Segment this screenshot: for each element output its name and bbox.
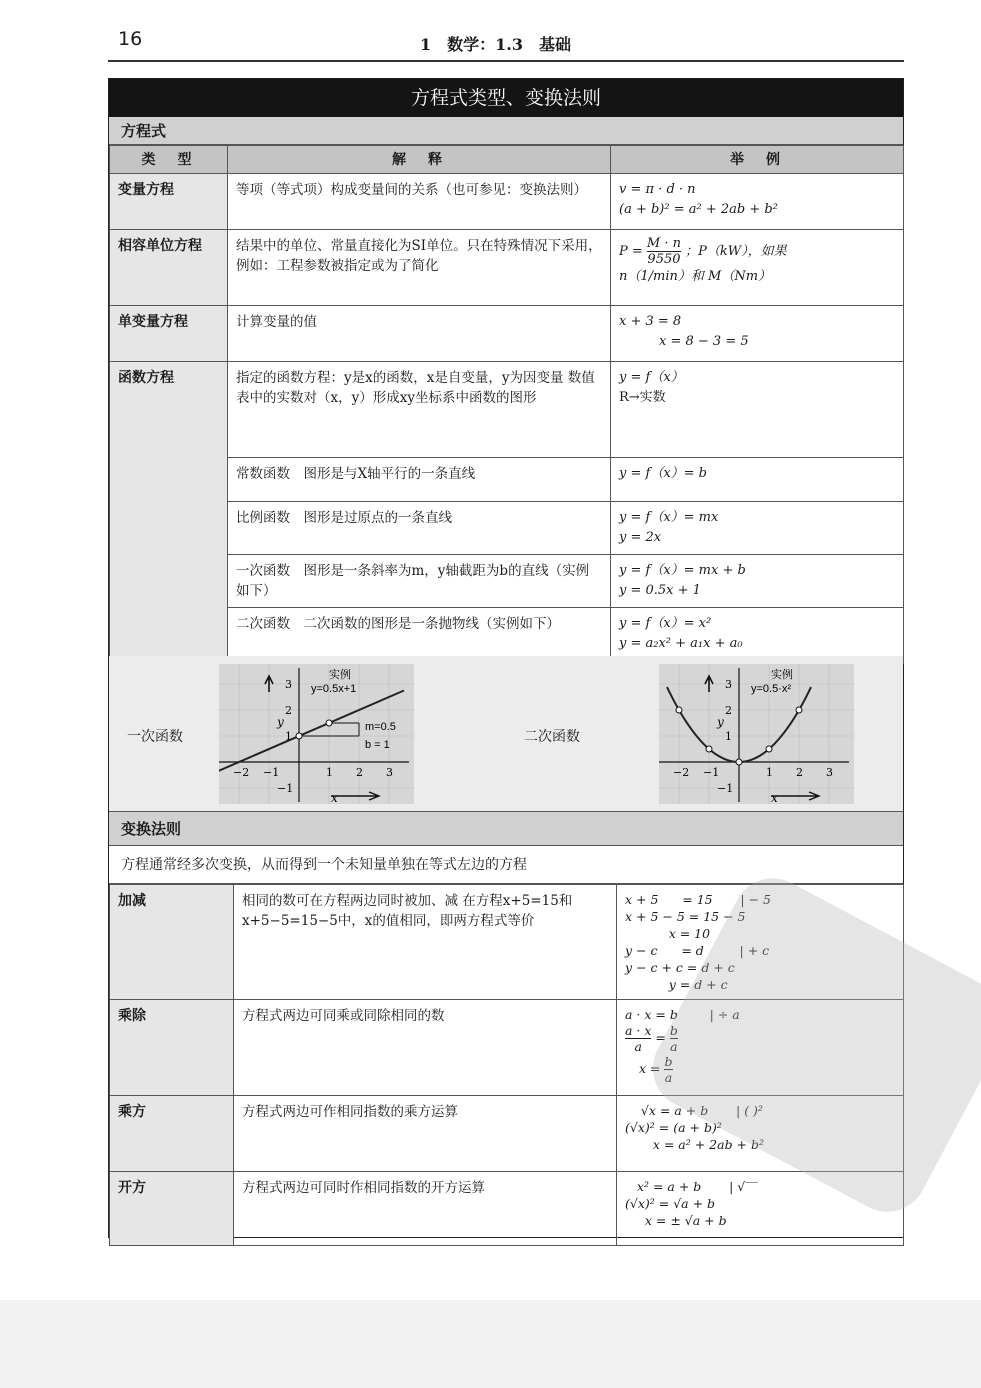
x-tick-label: 3 [386,766,393,779]
row-example [611,502,904,555]
y-tick-label: 2 [285,704,292,717]
row-type: 变量方程 [110,174,228,230]
row-explanation: 比例函数 图形是过原点的一条直线 [228,502,611,555]
header-rule [108,60,904,62]
row-explanation: 计算变量的值 [228,306,611,362]
denominator: a [664,1070,673,1085]
example-line: y = f（x）= mx [619,510,719,525]
linear-point [326,720,332,726]
y-tick-label: 1 [725,730,732,743]
example-line: y = 0.5x + 1 [619,583,701,598]
example-line: x = 8 − 3 = 5 [659,334,749,349]
table-row [110,306,904,362]
row-example [611,230,904,306]
example-line: y = a₂x² + a₁x + a₀ [619,636,743,651]
example-line: a · x = b | ÷ a [625,1007,740,1022]
row-example [611,174,904,230]
x-tick-label: 2 [356,766,363,779]
rule-example-text: √x = a + b | ( )² (√x)² = (a + b)² x = a² + 2ab + b² [625,1103,765,1152]
example-line: y = 2x [619,530,662,545]
table-row [110,174,904,230]
y-axis-label: y [717,715,724,729]
equation-types-table [109,145,904,664]
table-row [110,502,904,555]
formula-lhs: P = [619,244,643,259]
y-tick-label: 3 [285,678,292,691]
y-tick-label: 3 [725,678,732,691]
row-example [611,362,904,458]
y-tick-label: 2 [725,704,732,717]
rule-example-text: x + 5 = 15 | − 5 x + 5 − 5 = 15 − 5 x = 10 y − c = d | + c y − c + c = d + c y = d + c [625,892,772,992]
x-tick-label: 1 [766,766,773,779]
example-line: v = π · d · n [619,182,696,197]
intercept-label: b = 1 [365,739,390,751]
x-tick-label: 2 [796,766,803,779]
row-explanation: 等项（等式项）构成变量间的关系（也可参见：变换法则） [228,174,611,230]
rule-type: 乘方 [110,1096,234,1172]
section-title-transformations: 变换法则 [109,812,903,846]
denominator: a [634,1039,642,1054]
x-tick-label: 1 [326,766,333,779]
table-title: 方程式类型、变换法则 [109,79,903,117]
quadratic-graph-label: 二次函数 [524,729,580,745]
rule-type: 乘除 [110,1000,234,1096]
example-line: R→实数 [619,390,666,405]
numerator: b [669,1023,678,1038]
rule-explanation: 相同的数可在方程两边同时被加、减 在方程x+5=15和x+5−5=15−5中，x的值相同，即两方程式等价 [234,885,617,1000]
example-line: (a + b)² = a² + 2ab + b² [619,202,778,217]
row-type: 单变量方程 [110,306,228,362]
rule-example-text: x² = a + b | √‾‾ (√x)² = √a + b x = ± √a + b [625,1179,758,1228]
example-line: n（1/min）和 M（Nm） [619,269,772,284]
linear-equation-label: y=0.5x+1 [311,683,357,695]
column-header-type: 类 型 [110,146,228,174]
row-explanation: 二次函数 二次函数的图形是一条抛物线（实例如下） [228,608,611,664]
page-number: 16 [118,28,143,50]
quadratic-equation-label: y=0.5·x² [751,683,792,695]
row-explanation: 结果中的单位、常量直接化为SI单位。只在特殊情况下采用，例如：工程参数被指定或为了简化 [228,230,611,306]
quadratic-graph [659,664,854,804]
table-row [110,555,904,608]
row-example [611,306,904,362]
rule-explanation: 方程式两边可作相同指数的乘方运算 [234,1096,617,1172]
linear-example-label: 实例 [329,668,351,681]
x-tick-label: 3 [826,766,833,779]
row-explanation: 常数函数 图形是与X轴平行的一条直线 [228,458,611,502]
quadratic-point [676,707,682,713]
y-tick-label: −1 [277,782,294,795]
row-example [611,555,904,608]
function-graphs [109,656,903,812]
denominator: a [670,1039,678,1054]
x-tick-label: −2 [673,766,690,779]
quadratic-point [736,759,742,765]
table-row [110,362,904,458]
example-line: x + 3 = 8 [619,314,682,329]
fraction [625,1023,651,1054]
quadratic-example-label: 实例 [771,668,793,681]
linear-graph [219,664,414,804]
y-axis-label: y [277,715,284,729]
numerator: a · x [625,1023,652,1038]
example-line: y = f（x） [619,370,684,385]
slope-label: m=0.5 [365,721,396,733]
numerator: M · n [646,236,682,251]
example-line: y = f（x）= mx + b [619,563,746,578]
formula-tail: ；P（kW），如果 [685,244,787,259]
x-axis-label: x [771,791,778,804]
row-type: 相容单位方程 [110,230,228,306]
quadratic-point [706,746,712,752]
transformation-intro: 方程通常经多次变换，从而得到一个未知量单独在等式左边的方程 [109,846,903,884]
row-example [611,458,904,502]
table-row [110,458,904,502]
row-explanation: 指定的函数方程：y是x的函数，x是自变量，y为因变量 数值表中的实数对（x，y）形成xy坐标系中函数的图形 [228,362,611,458]
row-explanation: 一次函数 图形是一条斜率为m，y轴截距为b的直线（实例如下） [228,555,611,608]
fraction [647,236,681,267]
linear-point [296,733,302,739]
column-header-example: 举 例 [611,146,904,174]
y-tick-label: 1 [285,730,292,743]
example-line: $\frac{a \cdot x}{a}$ = $\frac{b}{a}$ [625,1023,678,1054]
example-line [619,236,895,267]
example-line: y = f（x）= b [619,466,707,481]
numerator: b [664,1054,673,1069]
table-row [110,1172,904,1246]
linear-graph-label: 一次函数 [127,729,183,745]
x-axis-label: x [331,791,338,804]
x-tick-label: −2 [233,766,250,779]
denominator: 9550 [647,252,681,267]
rule-explanation: 方程式两边可同乘或同除相同的数 [234,1000,617,1096]
table-row [110,230,904,306]
rule-explanation: 方程式两边可同时作相同指数的开方运算 [234,1172,617,1246]
column-header-explanation: 解 释 [228,146,611,174]
x-tick-label: −1 [263,766,280,779]
x-tick-label: −1 [703,766,720,779]
example-line: y = f（x）= x² [619,616,712,631]
rule-type: 加减 [110,885,234,1000]
quadratic-point [766,746,772,752]
quadratic-point [796,707,802,713]
row-type: 函数方程 [110,362,228,664]
rule-type: 开方 [110,1172,234,1246]
y-tick-label: −1 [717,782,734,795]
running-title: 1 数学：1.3 基础 [420,35,571,54]
formula-lhs: x = [639,1061,661,1076]
section-title-equations: 方程式 [109,117,903,145]
